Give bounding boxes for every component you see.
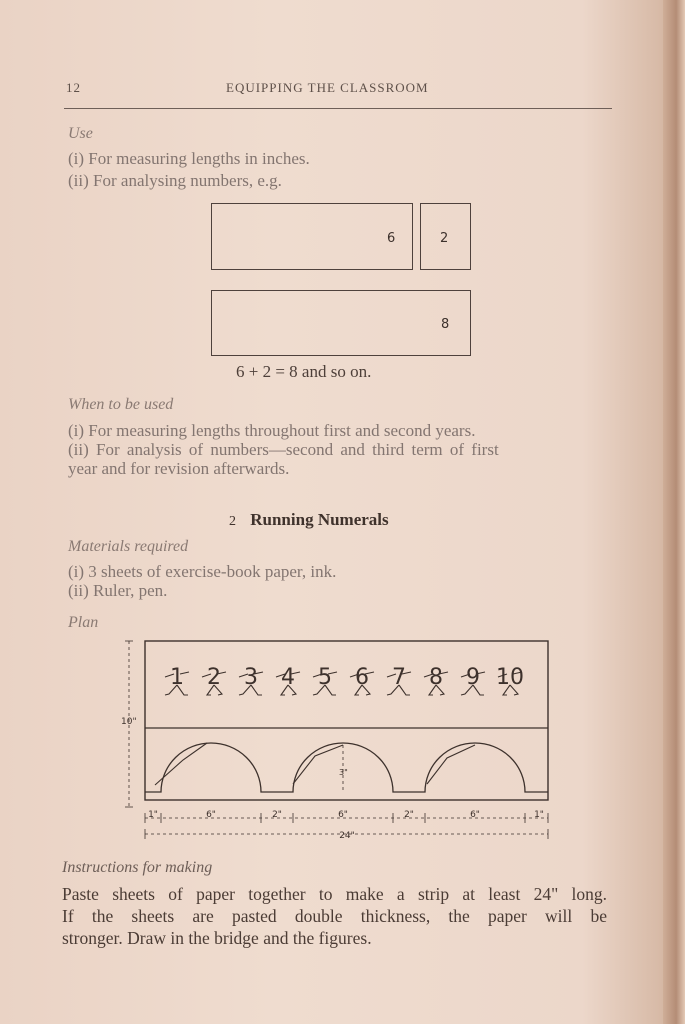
arch-height-label: 3": [339, 768, 348, 777]
use-item-1: [68, 149, 310, 169]
total-label: 24": [339, 831, 355, 841]
when-item-2-text: For analysis of numbers—second and third term of first: [96, 440, 499, 459]
materials-heading: Materials required: [68, 538, 189, 555]
when-heading: When to be used: [68, 396, 174, 413]
section-name: Running Numerals: [250, 510, 389, 529]
running-figure: [461, 665, 485, 695]
running-figure: [424, 665, 448, 695]
sum-equation: 6 + 2 = 8 and so on.: [236, 362, 372, 381]
materials-item-1: [68, 562, 336, 582]
materials-item-1-marker: (i): [68, 562, 85, 581]
use-item-2-marker: (ii): [68, 171, 89, 190]
when-item-2: [68, 440, 499, 460]
use-item-1-text: For measuring lengths in inches.: [88, 149, 310, 168]
running-numerals-diagram: [115, 632, 565, 854]
running-figures: [165, 665, 524, 695]
running-figure: [313, 665, 337, 695]
when-item-1-text: For measuring lengths throughout first and second years.: [88, 421, 476, 440]
when-item-1: [68, 421, 475, 441]
materials-item-2-text: Ruler, pen.: [93, 581, 168, 600]
header-rule: [64, 108, 612, 109]
figure-numeral: 6: [355, 665, 369, 690]
use-heading: Use: [68, 125, 93, 142]
figure-numeral: 3: [244, 665, 258, 690]
segment-label: 6": [206, 810, 216, 820]
instructions-line-2: If the sheets are pasted double thickness, the paper will be: [62, 906, 607, 926]
use-item-1-marker: (i): [68, 149, 85, 168]
figure-numeral: 5: [318, 665, 332, 690]
box-two: [420, 203, 471, 270]
use-item-2: [68, 171, 282, 191]
box-eight-label: 8: [441, 317, 450, 332]
materials-item-1-text: 3 sheets of exercise-book paper, ink.: [88, 562, 337, 581]
figure-numeral: 10: [496, 665, 524, 690]
figure-numeral: 8: [429, 665, 443, 690]
figure-numeral: 1: [170, 665, 184, 690]
when-item-1-marker: (i): [68, 421, 85, 440]
running-figure: [165, 665, 189, 695]
running-figure: [350, 665, 374, 695]
running-figure: [202, 665, 226, 695]
figure-numeral: 9: [466, 665, 480, 690]
instructions-line-1: Paste sheets of paper together to make a strip at least 24" long.: [62, 884, 607, 904]
segment-label: 1": [534, 810, 544, 820]
use-item-2-text: For analysing numbers, e.g.: [93, 171, 282, 190]
section-title: [229, 510, 389, 530]
page-number: 12: [66, 80, 81, 95]
segment-label: 2": [272, 810, 282, 820]
materials-item-2: [68, 581, 167, 601]
figure-numeral: 7: [392, 665, 406, 690]
figure-numeral: 4: [281, 665, 295, 690]
running-figure: [496, 665, 524, 695]
when-continuation: year and for revision afterwards.: [68, 459, 290, 478]
height-label: 10": [121, 717, 137, 727]
book-spine: [663, 0, 685, 1024]
box-six-label: 6: [387, 231, 396, 246]
running-head: EQUIPPING THE CLASSROOM: [226, 80, 429, 95]
instructions-heading: Instructions for making: [62, 859, 213, 876]
running-figure: [387, 665, 411, 695]
box-two-label: 2: [440, 231, 449, 246]
when-item-2-marker: (ii): [68, 440, 89, 459]
materials-item-2-marker: (ii): [68, 581, 89, 600]
section-number: 2: [229, 514, 236, 529]
figure-numeral: 2: [207, 665, 221, 690]
segment-label: 6": [338, 810, 348, 820]
running-figure: [239, 665, 263, 695]
segment-label: 1": [148, 810, 158, 820]
segment-label: 2": [404, 810, 414, 820]
plan-heading: Plan: [68, 614, 99, 631]
instructions-line-3: stronger. Draw in the bridge and the figures.: [62, 928, 372, 948]
instructions-body: [62, 883, 607, 949]
box-six: [211, 203, 413, 270]
running-figure: [276, 665, 300, 695]
box-eight: [211, 290, 471, 356]
segment-label: 6": [470, 810, 480, 820]
